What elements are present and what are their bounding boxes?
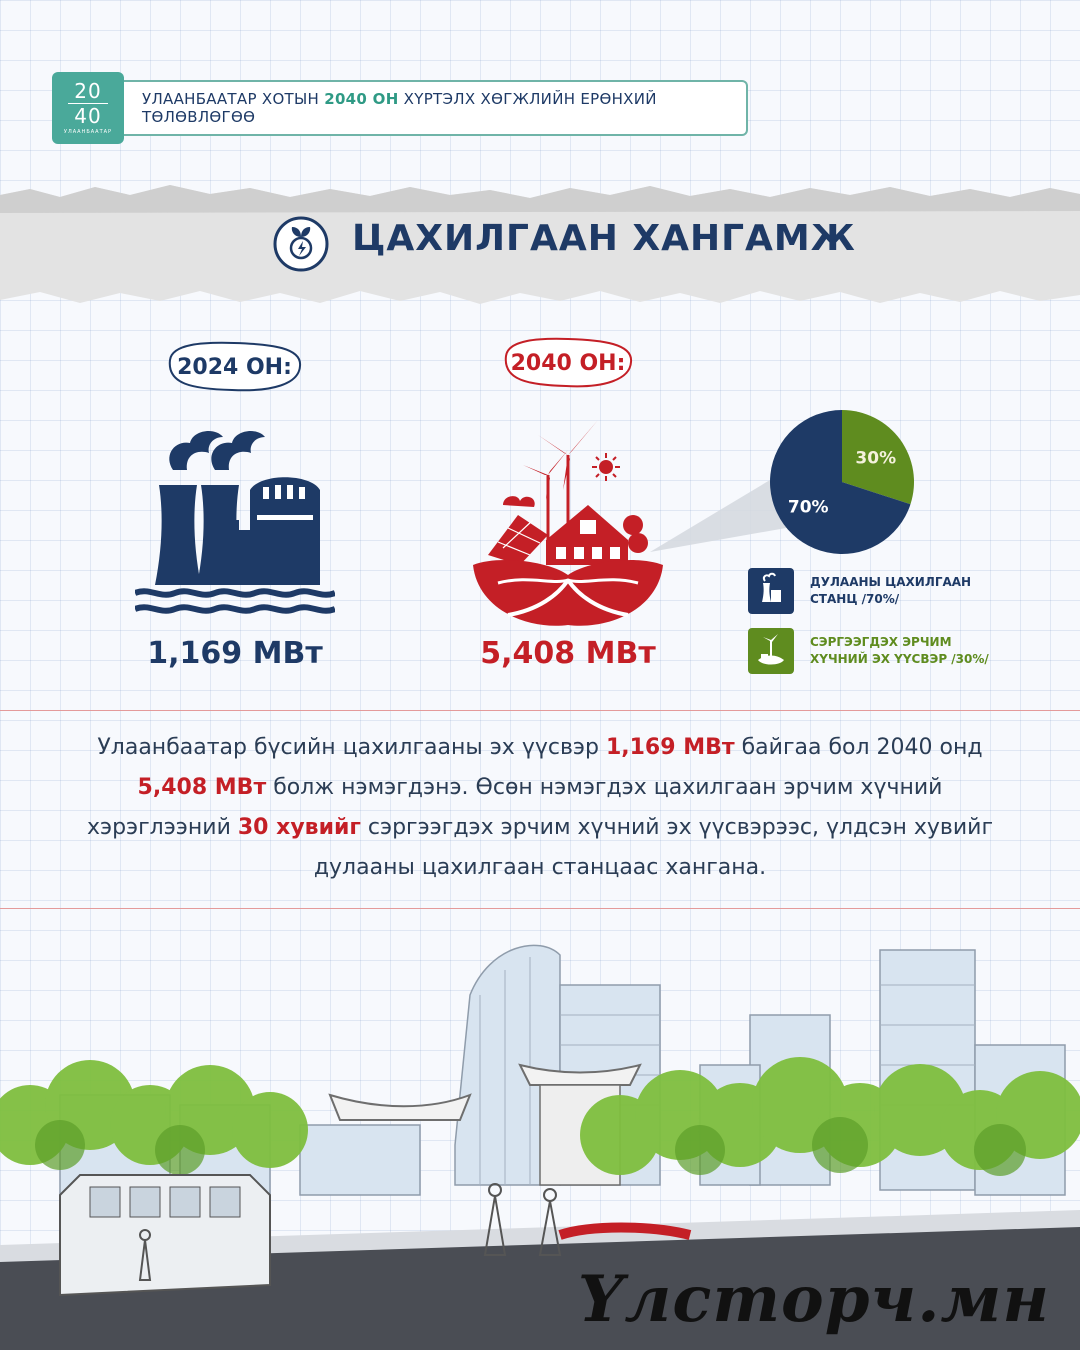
pie-label-30: 30% <box>855 448 897 469</box>
watermark-logo: Үлсторч.мн <box>577 1262 1050 1337</box>
leaf-lightning-icon <box>272 215 330 273</box>
year-badge-2040: 2040 ОН: <box>498 336 638 390</box>
capacity-2040: 5,408 МВт <box>480 636 656 671</box>
legend-label-thermal: ДУЛААНЫ ЦАХИЛГААН СТАНЦ /70%/ <box>810 575 972 606</box>
legend-label-renewable: СЭРГЭЭГДЭХ ЭРЧИМ ХҮЧНИЙ ЭХ ҮҮСВЭР /30%/ <box>810 635 989 666</box>
header-bar <box>124 80 748 136</box>
energy-mix-pie-chart <box>650 392 920 572</box>
thermal-plant-icon <box>748 568 794 614</box>
divider-bottom <box>0 908 1080 909</box>
pie-label-70: 70% <box>787 497 829 518</box>
divider-top <box>0 710 1080 711</box>
summary-paragraph: Улаанбаатар бүсийн цахилгааны эх үүсвэр 1,169 МВт байгаа бол 2040 онд 5,408 МВт болж нэмэгдэнэ. Өсөн нэмэгдэх цахилгаан эрчим хүчний хэрэглээний 30 хувийг сэргээгдэх эрчим хүчний эх үүсвэрээс, үлдсэн хувийг дулааны цахилгаан станцаас хангана. <box>86 735 994 880</box>
legend-swatch-thermal <box>748 568 794 614</box>
legend-swatch-renewable <box>748 628 794 674</box>
plan-2040-logo: 20 40 УЛААНБААТАР <box>52 72 124 144</box>
capacity-2024: 1,169 МВт <box>147 636 323 671</box>
year-badge-2024: 2024 ОН: <box>162 340 307 394</box>
renewable-house-icon <box>468 415 668 645</box>
renewable-icon <box>748 628 794 674</box>
section-title: ЦАХИЛГААН ХАНГАМЖ <box>352 218 856 259</box>
power-plant-icon <box>135 415 335 615</box>
header-title: УЛААНБААТАР ХОТЫН 2040 ОН ХҮРТЭЛХ ХӨГЖЛИЙН ЕРӨНХИЙ ТӨЛӨВЛӨГӨӨ <box>142 90 657 126</box>
